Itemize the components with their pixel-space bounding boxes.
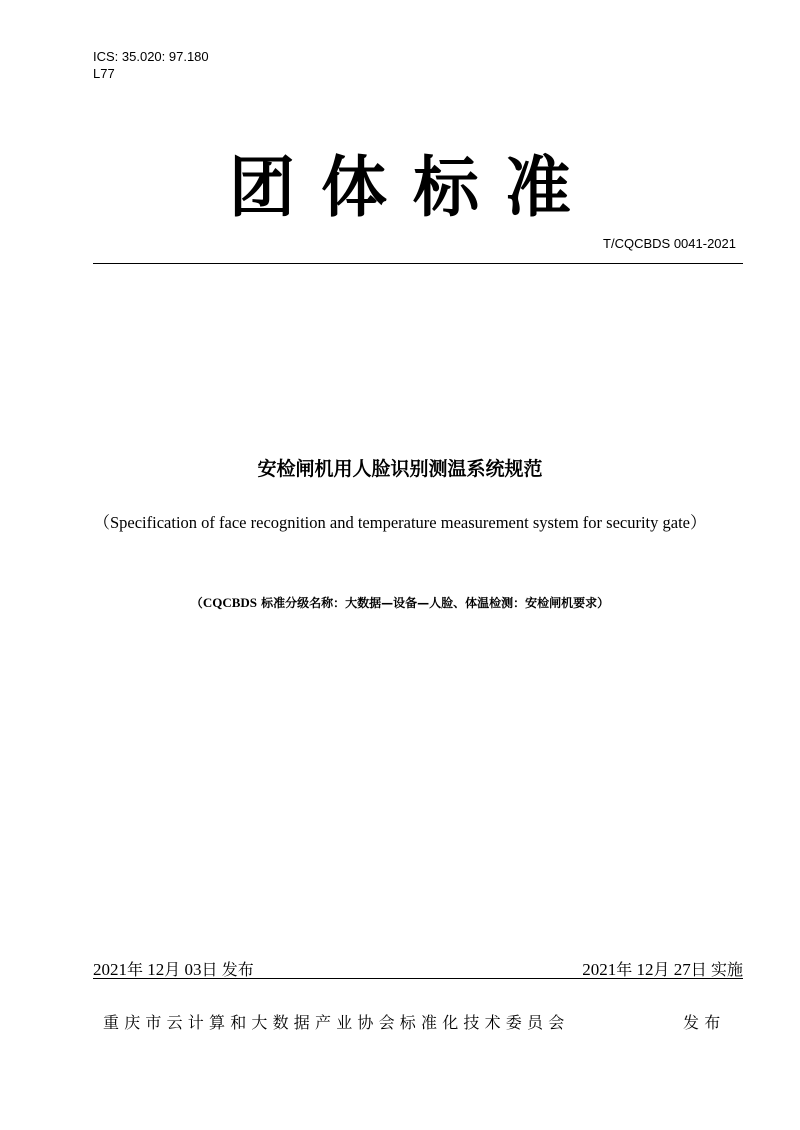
standard-type-char: 标 [413, 149, 479, 226]
standard-code: T/CQCBDS 0041-2021 [603, 236, 736, 251]
publish-action: 发布 [221, 960, 254, 979]
category-name [0, 594, 800, 612]
publish-month: 12 [147, 960, 165, 979]
document-title-cn: 安检闸机用人脸识别测温系统规范 [257, 458, 543, 480]
implement-day-unit: 日 [690, 960, 707, 979]
implement-day: 27 [673, 960, 691, 979]
standard-type-char: 团 [229, 149, 295, 226]
date-divider [93, 978, 743, 979]
publish-month-unit: 月 [164, 960, 181, 979]
issuer-action: 发布 [683, 1013, 726, 1032]
implement-month: 12 [636, 960, 654, 979]
publish-day: 03 [184, 960, 202, 979]
category-org-code: CQCBDS [202, 595, 257, 610]
standard-type-char: 准 [505, 149, 571, 226]
publish-year: 2021 [93, 960, 127, 979]
implement-year: 2021 [582, 960, 617, 979]
category-text: 标准分级名称：大数据—设备—人脸、体温检测：安检闸机要求） [257, 596, 610, 610]
classification-codes [93, 48, 209, 82]
ics-code: ICS: 35.020: 97.180 [93, 49, 209, 64]
implement-month-unit: 月 [653, 960, 670, 979]
document-title-en: （Specification of face recognition and temperature measurement system for security gate） [93, 513, 707, 532]
standard-type-heading [0, 148, 800, 228]
header-divider [93, 263, 743, 264]
ccs-code: L77 [93, 66, 115, 81]
standard-type-char: 体 [321, 149, 387, 226]
category-open-paren: （ [190, 596, 203, 610]
publish-year-unit: 年 [127, 960, 144, 979]
implement-action: 实施 [710, 960, 743, 979]
issuer-name: 重庆市云计算和大数据产业协会标准化技术委员会 [103, 1013, 570, 1032]
publish-day-unit: 日 [201, 960, 218, 979]
implement-year-unit: 年 [616, 960, 633, 979]
